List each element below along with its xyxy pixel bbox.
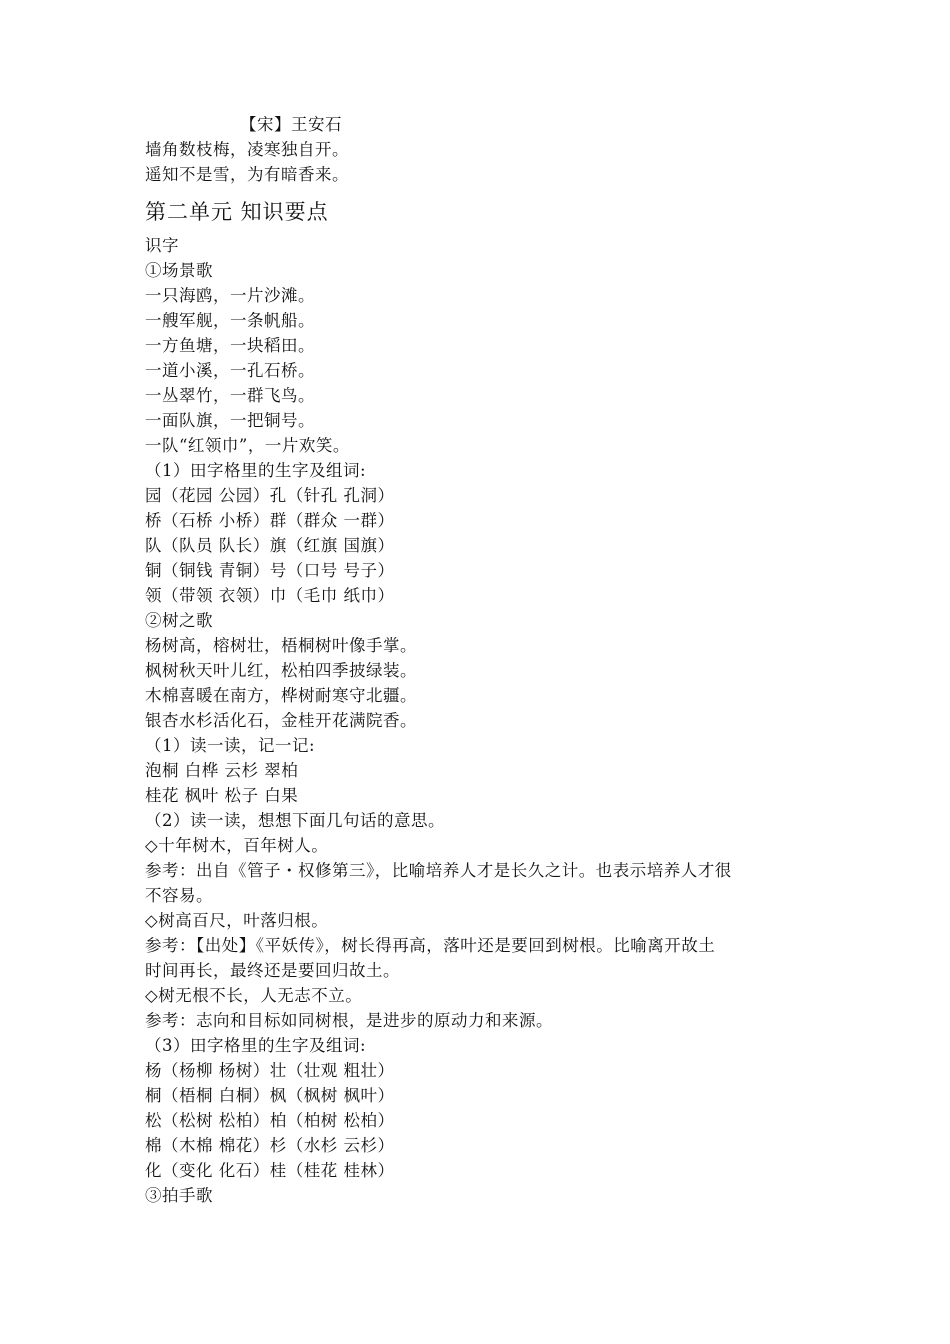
text-line: 一只海鸥，一片沙滩。	[145, 286, 315, 305]
text-line: 桂花 枫叶 松子 白果	[145, 786, 299, 805]
text-line: 枫树秋天叶儿红，松柏四季披绿装。	[145, 661, 417, 680]
text-line: ◇树无根不长，人无志不立。	[145, 986, 363, 1005]
text-line: ◇树高百尺，叶落归根。	[145, 911, 329, 930]
text-line: 参考：出自《管子・权修第三》，比喻培养人才是长久之计。也表示培养人才很	[145, 861, 732, 880]
text-line: 园（花园 公园）孔（针孔 孔洞）	[145, 486, 395, 505]
text-line: 队（队员 队长）旗（红旗 国旗）	[145, 536, 395, 555]
text-line: ①场景歌	[145, 261, 213, 280]
text-line: 一方鱼塘，一块稻田。	[145, 336, 315, 355]
text-line: 铜（铜钱 青铜）号（口号 号子）	[145, 561, 395, 580]
text-line: 领（带领 衣领）巾（毛巾 纸巾）	[145, 586, 395, 605]
unit-title: 第二单元 知识要点	[145, 200, 329, 224]
text-line: 时间再长，最终还是要回归故土。	[145, 961, 400, 980]
text-line: 杨（杨柳 杨树）壮（壮观 粗壮）	[145, 1061, 395, 1080]
text-line: 松（松树 松柏）柏（柏树 松柏）	[145, 1111, 395, 1130]
text-line: （1）读一读，记一记:	[145, 736, 316, 755]
text-line: 银杏水杉活化石，金桂开花满院香。	[145, 711, 417, 730]
text-line: 不容易。	[145, 886, 213, 905]
text-line: 桐（梧桐 白桐）枫（枫树 枫叶）	[145, 1086, 395, 1105]
document-content	[145, 112, 825, 1208]
text-line: （2）读一读，想想下面几句话的意思。	[145, 811, 445, 830]
text-line: ②树之歌	[145, 611, 213, 630]
text-line: 一丛翠竹，一群飞鸟。	[145, 386, 315, 405]
text-line: ◇十年树木，百年树人。	[145, 836, 329, 855]
text-line: （1）田字格里的生字及组词:	[145, 461, 367, 480]
text-line: 参考：志向和目标如同树根，是进步的原动力和来源。	[145, 1011, 553, 1030]
text-line: ③拍手歌	[145, 1186, 213, 1205]
text-line: 桥（石桥 小桥）群（群众 一群）	[145, 511, 395, 530]
text-line: （3）田字格里的生字及组词:	[145, 1036, 367, 1055]
body-text	[145, 233, 825, 1208]
text-line: 一队“红领巾”，一片欢笑。	[145, 436, 350, 455]
text-line: 杨树高，榕树壮，梧桐树叶像手掌。	[145, 636, 417, 655]
text-line: 泡桐 白桦 云杉 翠柏	[145, 761, 299, 780]
text-line: 棉（木棉 棉花）杉（水杉 云杉）	[145, 1136, 395, 1155]
text-line: 木棉喜暖在南方，桦树耐寒守北疆。	[145, 686, 417, 705]
text-line: 识字	[145, 236, 179, 255]
text-line: 一面队旗，一把铜号。	[145, 411, 315, 430]
text-line: 一道小溪，一孔石桥。	[145, 361, 315, 380]
text-line: 一艘军舰，一条帆船。	[145, 311, 315, 330]
poem-line: 墙角数枝梅，凌寒独自开。	[145, 140, 349, 159]
poem-author: 【宋】王安石	[240, 115, 342, 134]
text-line: 化（变化 化石）桂（桂花 桂林）	[145, 1161, 395, 1180]
poem-line: 遥知不是雪，为有暗香来。	[145, 165, 349, 184]
text-line: 参考：【出处】《平妖传》，树长得再高，落叶还是要回到树根。比喻离开故土	[145, 936, 716, 955]
